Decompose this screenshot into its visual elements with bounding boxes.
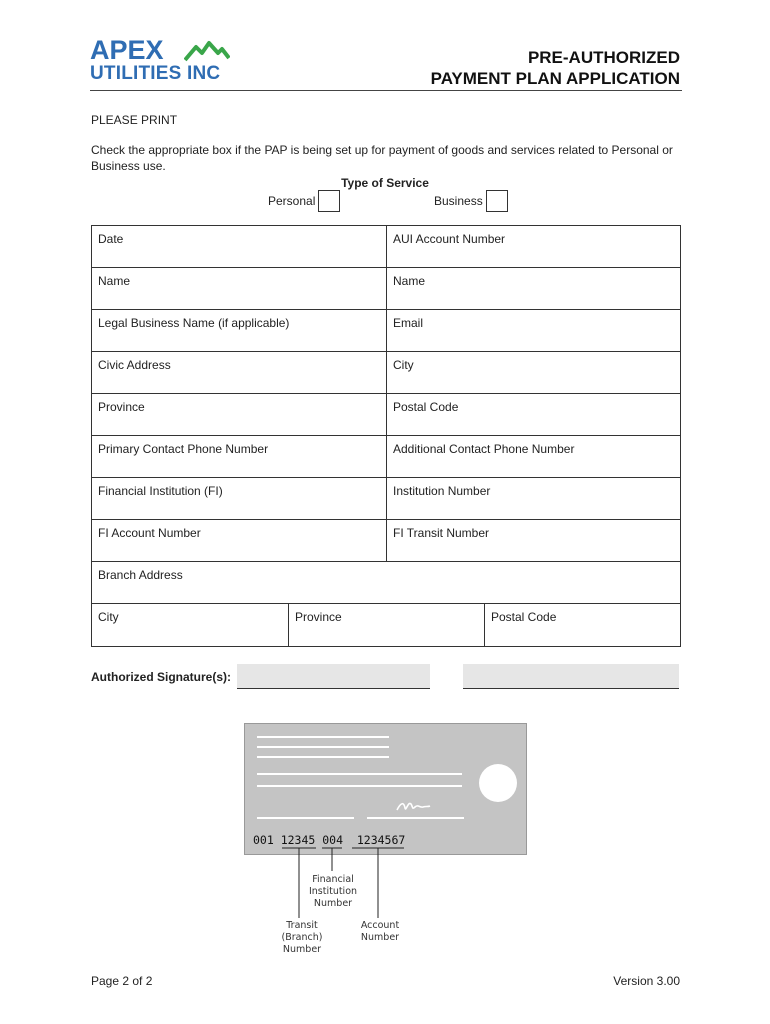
- civic-address-field[interactable]: Civic Address: [98, 358, 171, 372]
- legal-business-name-field[interactable]: Legal Business Name (if applicable): [98, 316, 290, 330]
- personal-label: Personal: [268, 194, 316, 208]
- title-line-1: PRE-AUTHORIZED: [527, 48, 680, 67]
- financial-institution-field[interactable]: Financial Institution (FI): [98, 484, 223, 498]
- logo-apex-text: APEX: [90, 35, 164, 65]
- fi-transit-number-field[interactable]: FI Transit Number: [386, 520, 680, 561]
- branch-province-field[interactable]: Province: [288, 604, 484, 646]
- institution-number-field[interactable]: Institution Number: [386, 478, 680, 519]
- additional-phone-field[interactable]: Additional Contact Phone Number: [386, 436, 680, 477]
- cheque-micr-line: 001 12345 004 1234567: [253, 833, 406, 847]
- branch-postal-code-field[interactable]: Postal Code: [484, 604, 680, 646]
- version-number: Version 3.00: [613, 974, 680, 988]
- business-label: Business: [434, 194, 483, 208]
- page-number: Page 2 of 2: [91, 974, 153, 988]
- date-field[interactable]: Date: [98, 232, 124, 246]
- account-number-callout: Account Number: [360, 920, 400, 943]
- second-name-field[interactable]: Name: [386, 268, 680, 309]
- instructions-text: Check the appropriate box if the PAP is being set up for payment of goods and services related to Personal or Business use.: [91, 143, 673, 173]
- email-field[interactable]: Email: [386, 310, 680, 351]
- primary-phone-field[interactable]: Primary Contact Phone Number: [98, 442, 269, 456]
- name-field[interactable]: Name: [98, 274, 131, 288]
- postal-code-field[interactable]: Postal Code: [386, 394, 680, 435]
- title-line-2: PAYMENT PLAN APPLICATION: [430, 69, 680, 88]
- please-print-note: PLEASE PRINT: [91, 113, 178, 127]
- branch-address-field[interactable]: Branch Address: [98, 568, 183, 582]
- type-of-service-label: Type of Service: [341, 176, 429, 190]
- financial-institution-number-callout: Financial Institution Number: [308, 874, 358, 909]
- province-field[interactable]: Province: [98, 400, 145, 414]
- logo-utilities-text: UTILITIES INC: [90, 63, 221, 84]
- authorized-signature-label: Authorized Signature(s):: [91, 670, 231, 684]
- branch-city-field[interactable]: City: [98, 610, 119, 624]
- transit-number-callout: Transit (Branch) Number: [281, 920, 323, 955]
- city-field[interactable]: City: [386, 352, 680, 393]
- aui-account-number-field[interactable]: AUI Account Number: [386, 226, 680, 267]
- fi-account-number-field[interactable]: FI Account Number: [98, 526, 201, 540]
